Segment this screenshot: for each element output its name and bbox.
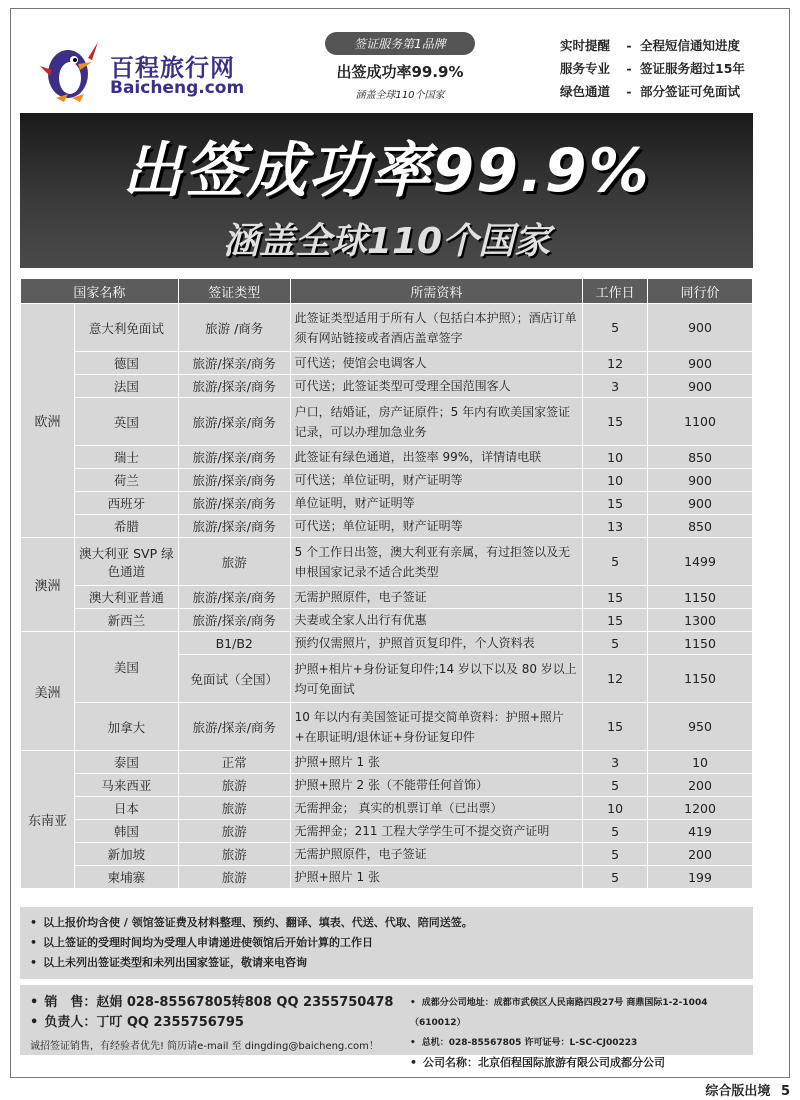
region-europe: 欧洲 [21,304,75,538]
region-southeast-asia: 东南亚 [21,751,75,889]
table-row: 免面试（全国） 护照+相片+身份证复印件;14 岁以下以及 80 岁以上均可免面试 12 1150 [21,655,753,703]
feature-item: 服务专业 - 签证服务超过15年 [560,61,745,76]
table-row: 荷兰 旅游/探亲/商务 可代送；单位证明，财产证明等 10 900 [21,469,753,492]
page-number: 5 [780,1084,790,1099]
section-name: 综合版出境 [705,1084,771,1099]
recruit-line: 诚招签证销售，有经验者优先! 简历请e-mail 至 dingding@baicheng.com！ [30,1041,379,1052]
bullet-icon: • [30,995,39,1010]
company-line: • 公司名称：北京佰程国际旅游有限公司成都分公司 [410,1056,666,1069]
bullet-icon: • [30,916,38,929]
address-line: • 成都分公司地址：成都市武侯区人民南路四段27号 商鼎国际1-2-1004（610012） [410,998,708,1028]
bullet-icon: • [410,1038,416,1048]
table-row: 澳洲 澳大利亚 SVP 绿色通道 旅游 5 个工作日出签，澳大利亚有亲属，有过拒签以及无申根国家记录不适合此类型 5 1499 [21,538,753,586]
coverage-small: 涵盖全球110个国家 [355,90,445,101]
brand-pill: 签证服务第1品牌 [325,32,475,55]
col-country: 国家名称 [21,279,179,304]
table-row: 英国 旅游/探亲/商务 户口，结婚证，房产证原件；5 年内有欧美国家签证记录，可以办理加急业务 15 1100 [21,398,753,446]
col-material: 所需资料 [290,279,583,304]
page-footer [705,1080,790,1099]
header [20,22,780,110]
bullet-icon: • [410,1056,418,1069]
banner-title: 出签成功率99.9% [122,136,651,206]
feature-item: 绿色通道 - 部分签证可免面试 [560,84,741,99]
table-row: 澳大利亚普通 旅游/探亲/商务 无需护照原件，电子签证 15 1150 [21,586,753,609]
feature-list [560,34,780,103]
table-row: 马来西亚 旅游 护照+照片 2 张（不能带任何首饰） 5 200 [21,774,753,797]
penguin-logo-icon [38,36,102,102]
phone-line: • 总机：028-85567805 许可证号：L-SC-CJ00223 [410,1038,638,1048]
table-row: 新西兰 旅游/探亲/商务 夫妻或全家人出行有优惠 15 1300 [21,609,753,632]
col-price: 同行价 [648,279,753,304]
notes-box [20,907,753,979]
contact-box [20,985,753,1069]
note-item: • 以上签证的受理时间均为受理人申请递进使领馆后开始计算的工作日 [30,936,374,949]
hero-banner [20,113,753,268]
table-row: 希腊 旅游/探亲/商务 可代送；单位证明，财产证明等 13 850 [21,515,753,538]
table-row: 德国 旅游/探亲/商务 可代送；使馆会电调客人 12 900 [21,352,753,375]
sales-line: • 销 售：赵娟 028-85567805转808 QQ 2355750478 [30,995,394,1010]
region-americas: 美洲 [21,632,75,751]
logo-text-cn: 百程旅行网 [110,54,235,82]
center-slogan [325,32,475,101]
bullet-icon: • [30,936,38,949]
table-row: 美洲 美国 B1/B2 预约仅需照片，护照首页复印件，个人资料表 5 1150 [21,632,753,655]
contact-right [410,993,750,1073]
visa-price-table [20,278,753,889]
table-row: 柬埔寨 旅游 护照+照片 1 张 5 199 [21,866,753,889]
table-row: 瑞士 旅游/探亲/商务 此签证有绿色通道，出签率 99%，详情请电联 10 850 [21,446,753,469]
banner-subtitle: 涵盖全球110个国家 [222,221,551,262]
col-days: 工作日 [583,279,648,304]
table-row: 加拿大 旅游/探亲/商务 10 年以内有美国签证可提交简单资料：护照+照片+在职证明/退休证+身份证复印件 15 950 [21,703,753,751]
table-row: 法国 旅游/探亲/商务 可代送；此签证类型可受理全国范围客人 3 900 [21,375,753,398]
col-type: 签证类型 [178,279,290,304]
logo [38,36,258,106]
table-row: 欧洲 意大利免面试 旅游 /商务 此签证类型适用于所有人（包括白本护照）；酒店订单须有网站链接或者酒店盖章签字 5 900 [21,304,753,352]
rate-small: 出签成功率99.9% [336,63,464,81]
table-header-row [21,279,753,304]
table-row: 新加坡 旅游 无需护照原件，电子签证 5 200 [21,843,753,866]
note-item: • 以上未列出签证类型和未列出国家签证，敬请来电咨询 [30,956,308,969]
logo-text-en: Baicheng.com [110,78,245,98]
contact-left [30,993,420,1057]
table-row: 西班牙 旅游/探亲/商务 单位证明，财产证明等 15 900 [21,492,753,515]
table-row: 东南亚 泰国 正常 护照+照片 1 张 3 10 [21,751,753,774]
feature-item: 实时提醒 - 全程短信通知进度 [560,38,741,53]
region-oceania: 澳洲 [21,538,75,632]
note-item: • 以上报价均含使 / 领馆签证费及材料整理、预约、翻译、填表、代送、代取、陪同送签。 [30,916,473,929]
bullet-icon: • [30,956,38,969]
manager-line: • 负责人：丁叮 QQ 2355756795 [30,1015,244,1030]
table-row: 日本 旅游 无需押金； 真实的机票订单（已出票） 10 1200 [21,797,753,820]
bullet-icon: • [30,1015,39,1030]
table-row: 韩国 旅游 无需押金；211 工程大学学生可不提交资产证明 5 419 [21,820,753,843]
bullet-icon: • [410,998,416,1008]
